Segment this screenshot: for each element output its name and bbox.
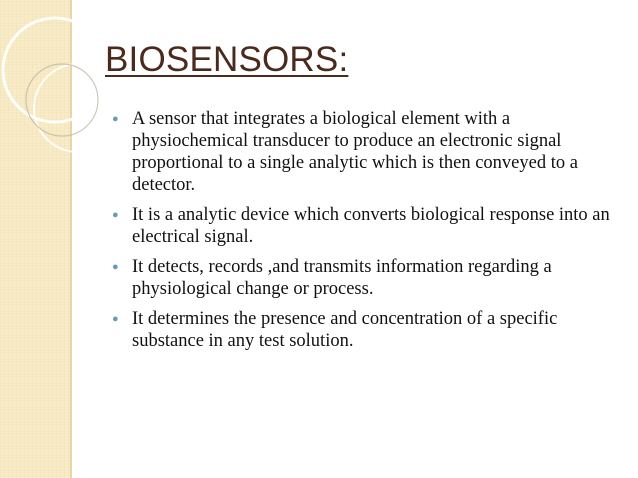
bullet-item <box>110 256 622 300</box>
bullet-text: It determines the presence and concentration of a specific substance in any test solution. <box>132 309 558 351</box>
bullet-text: A sensor that integrates a biological element with a physiochemical transducer to produce an electronic signal proportional to a single analytic which is then conveyed to a detector. <box>132 109 578 195</box>
bullet-text: It is a analytic device which converts biological response into an electrical signal. <box>132 205 610 247</box>
concentric-arcs-icon <box>0 0 120 200</box>
slide-title: BIOSENSORS: <box>105 40 349 79</box>
bullet-list <box>110 108 622 360</box>
bullet-item <box>110 308 622 352</box>
bullet-text: It detects, records ,and transmits information regarding a physiological change or process. <box>132 257 552 299</box>
bullet-item <box>110 204 622 248</box>
bullet-item <box>110 108 622 196</box>
